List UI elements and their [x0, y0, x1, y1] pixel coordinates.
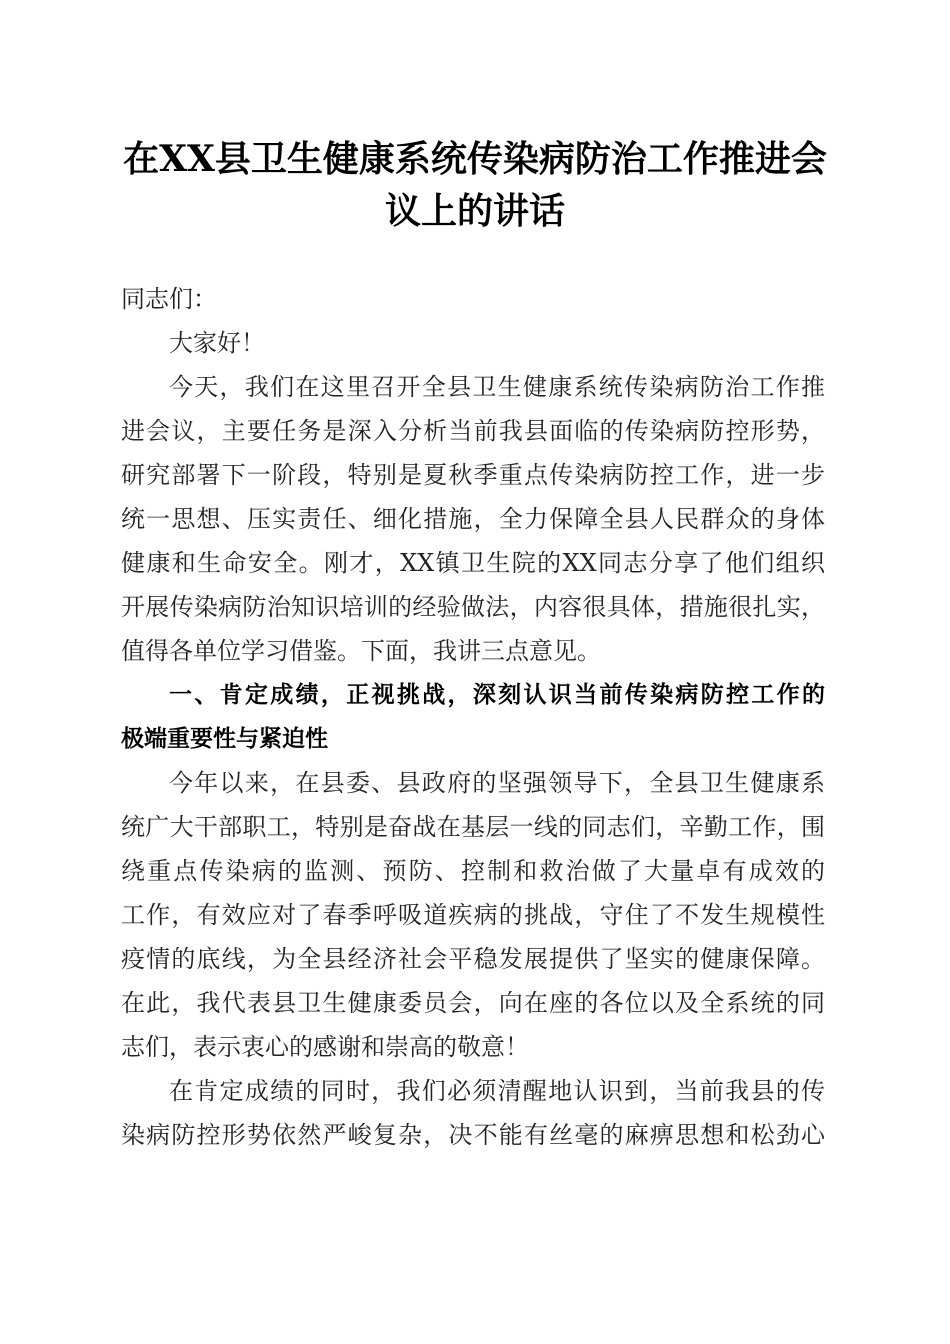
paragraph-line: 开展传染病防治知识培训的经验做法，内容很具体，措施很扎实，	[121, 593, 825, 621]
paragraph-line: 在此，我代表县卫生健康委员会，向在座的各位以及全系统的同	[121, 989, 825, 1017]
section-heading-1	[121, 673, 825, 761]
paragraph-line: 统一思想、压实责任、细化措施，全力保障全县人民群众的身体	[121, 505, 825, 533]
paragraph-line: 疫情的底线，为全县经济社会平稳发展提供了坚实的健康保障。	[121, 945, 825, 973]
paragraph-line: 在肯定成绩的同时，我们必须清醒地认识到，当前我县的传	[169, 1077, 825, 1105]
heading-line: 一、肯定成绩，正视挑战，深刻认识当前传染病防控工作的	[169, 682, 825, 708]
paragraph-line: 绕重点传染病的监测、预防、控制和救治做了大量卓有成效的	[121, 857, 825, 885]
title-line-2: 议上的讲话	[384, 190, 565, 232]
salutation: 同志们：	[121, 285, 217, 313]
greeting: 大家好！	[169, 329, 265, 357]
paragraph-line: 健康和生命安全。刚才，XX镇卫生院的XX同志分享了他们组织	[121, 549, 825, 577]
heading-line: 极端重要性与紧迫性	[121, 726, 328, 752]
paragraph-line: 工作，有效应对了春季呼吸道疾病的挑战，守住了不发生规模性	[121, 901, 825, 929]
paragraph-line: 进会议，主要任务是深入分析当前我县面临的传染病防控形势，	[121, 417, 825, 445]
paragraph-line: 今年以来，在县委、县政府的坚强领导下，全县卫生健康系	[169, 769, 825, 797]
paragraph-line: 今天，我们在这里召开全县卫生健康系统传染病防治工作推	[169, 373, 825, 401]
paragraph-3	[121, 1069, 825, 1157]
paragraph-line: 染病防控形势依然严峻复杂，决不能有丝毫的麻痹思想和松劲心	[121, 1121, 825, 1149]
paragraph-2	[121, 761, 825, 1069]
document-body	[121, 277, 825, 1157]
paragraph-line: 研究部署下一阶段，特别是夏秋季重点传染病防控工作，进一步	[121, 461, 825, 489]
title-line-1: 在XX县卫生健康系统传染病防治工作推进会	[123, 138, 827, 180]
paragraph-1	[121, 365, 825, 673]
paragraph-line: 志们，表示衷心的感谢和崇高的敬意！	[121, 1033, 529, 1061]
paragraph-line: 统广大干部职工，特别是奋战在基层一线的同志们，辛勤工作，围	[121, 813, 825, 841]
document-title	[100, 133, 850, 237]
paragraph-line: 值得各单位学习借鉴。下面，我讲三点意见。	[121, 637, 601, 665]
